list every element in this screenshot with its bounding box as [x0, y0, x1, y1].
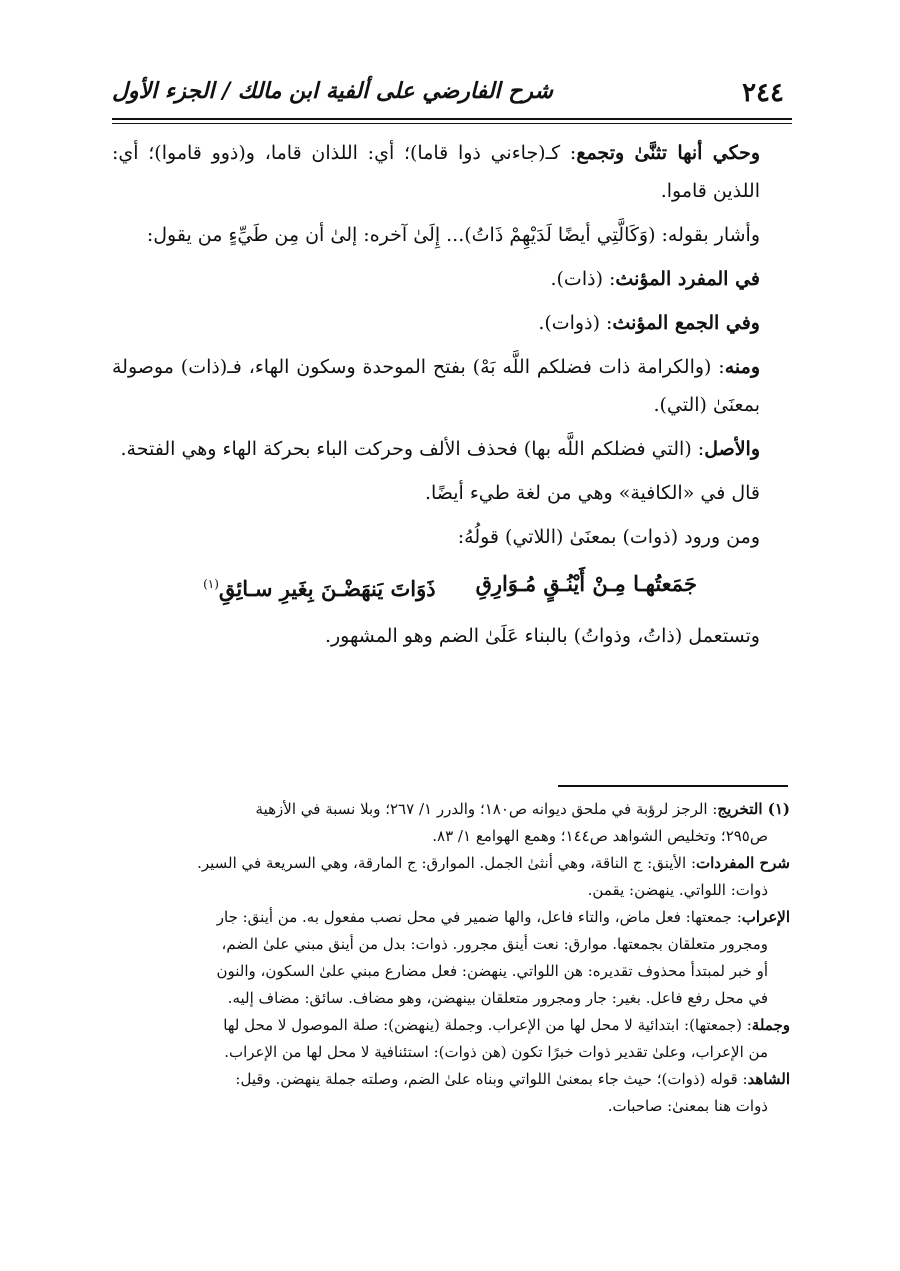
footnote-line: من الإعراب، وعلىٰ تقدير ذوات خبرًا تكون (هن ذوات): استئنافية لا محل لها من الإعراب.: [224, 1043, 768, 1061]
paragraph: وأشار بقوله: (وَكَالَّتِي أيضًا لَدَيْهِمْ ذَاتُ)... إِلَىٰ آخره: إلىٰ أن مِن طَيِّءٍ من يقول:: [146, 224, 760, 246]
paragraph: [112, 304, 788, 342]
bold-lead: وحكي أنها تثنَّىٰ وتجمع: [576, 142, 760, 164]
footnote-lead: وجملة: [751, 1016, 790, 1034]
footnote-text: : قوله (ذوات)؛ حيث جاء بمعنىٰ اللواتي وبناه علىٰ الضم، وصلته جملة ينهضن. وقيل:: [235, 1070, 748, 1088]
bold-lead: وفي الجمع المؤنث: [612, 312, 760, 334]
footnote-line: ذوات هنا بمعنىٰ: صاحبات.: [607, 1097, 768, 1115]
bold-lead: والأصل: [704, 438, 760, 460]
page-number: ٢٤٤: [742, 78, 784, 108]
paragraph-text: : (والكرامة ذات فضلكم اللَّه بَهْ) بفتح الموحدة وسكون الهاء، فـ(ذات) موصولة بمعنَىٰ (التي).: [112, 356, 760, 416]
footnote-line: ص٢٩٥؛ وتخليص الشواهد ص١٤٤؛ وهمع الهوامع ١/ ٨٣.: [432, 827, 768, 845]
paragraph: قال في «الكافية» وهي من لغة طيء أيضًا.: [424, 482, 760, 504]
paragraph-text: : (ذوات).: [538, 312, 613, 334]
paragraph: وتستعمل (ذاتُ، وذواتُ) بالبناء عَلَىٰ الضم وهو المشهور.: [324, 625, 760, 647]
footnote-separator: [558, 785, 788, 787]
running-title: شرح الفارضي على ألفية ابن مالك / الجزء الأول: [112, 78, 553, 104]
footnote-text: : (جمعتها): ابتدائية لا محل لها من الإعراب. وجملة (ينهضن): صلة الموصول لا محل لها: [223, 1016, 752, 1034]
paragraph-text: : (ذات).: [550, 268, 616, 290]
footnotes: [112, 796, 790, 1120]
footnote-line: [112, 796, 790, 823]
footnote-line: [112, 1066, 790, 1093]
verse-second-hemistich: [203, 564, 435, 609]
footnote-lead: (١) التخريج: [717, 800, 790, 818]
footnote-lead: الإعراب: [741, 908, 790, 926]
bold-lead: ومنه: [724, 356, 760, 378]
paragraph: [112, 348, 788, 424]
footnote-text: : الأينق: ج الناقة، وهي أنثىٰ الجمل. الموارق: ج المارقة، وهي السريعة في السير.: [197, 854, 696, 872]
footnote-line: [112, 850, 790, 877]
paragraph-text: : (التي فضلكم اللَّه بها) فحذف الألف وحركت الباء بحركة الهاء وهي الفتحة.: [120, 438, 705, 460]
footnote-marker[interactable]: (١): [203, 577, 219, 591]
footnote-lead: الشاهد: [747, 1070, 790, 1088]
paragraph-text: : كـ(جاءني ذوا قاما)؛ أي: اللذان قاما، و(ذوو قاموا)؛ أي: اللذين قاموا.: [112, 142, 760, 202]
verse-text: ذَوَاتَ يَنهَضْـنَ بِغَيرِ سـائِقِ: [218, 576, 436, 601]
paragraph: [112, 260, 788, 298]
footnote-line: ذوات: اللواتي. ينهضن: يقمن.: [587, 881, 768, 899]
paragraph: ومن ورود (ذوات) بمعنَىٰ (اللاتي) قولُهُ:: [457, 526, 760, 548]
header-rule-thick: [112, 118, 792, 120]
poem-verse: [112, 564, 788, 609]
footnote-text: : الرجز لرؤبة في ملحق ديوانه ص١٨٠؛ والدرر ١/ ٢٦٧؛ وبلا نسبة في الأزهية: [255, 800, 718, 818]
footnote-line: [112, 1012, 790, 1039]
page-header: [112, 72, 792, 112]
header-rule-thin: [112, 123, 792, 124]
main-text: [112, 134, 788, 661]
footnote-line: أو خبر لمبتدأ محذوف تقديره: هن اللواتي. ينهضن: فعل مضارع مبني علىٰ السكون، والنون: [216, 962, 768, 980]
footnote-line: [112, 904, 790, 931]
footnote-text: : جمعتها: فعل ماض، والتاء فاعل، والها ضمير في محل نصب مفعول به. من أينق: جار: [216, 908, 742, 926]
bold-lead: في المفرد المؤنث: [615, 268, 760, 290]
footnote-line: ومجرور متعلقان بجمعتها. موارق: نعت أينق مجرور. ذوات: بدل من أينق مبني علىٰ الضم،: [221, 935, 768, 953]
footnote-line: في محل رفع فاعل. بغير: جار ومجرور متعلقان بينهضن، وهو مضاف. سائق: مضاف إليه.: [227, 989, 768, 1007]
verse-first-hemistich: جَمَعتُهـا مِـنْ أَيْنُـقٍ مُـوَارِقِ: [475, 571, 697, 596]
paragraph: [112, 430, 788, 468]
paragraph: [112, 134, 788, 210]
footnote-lead: شرح المفردات: [696, 854, 790, 872]
